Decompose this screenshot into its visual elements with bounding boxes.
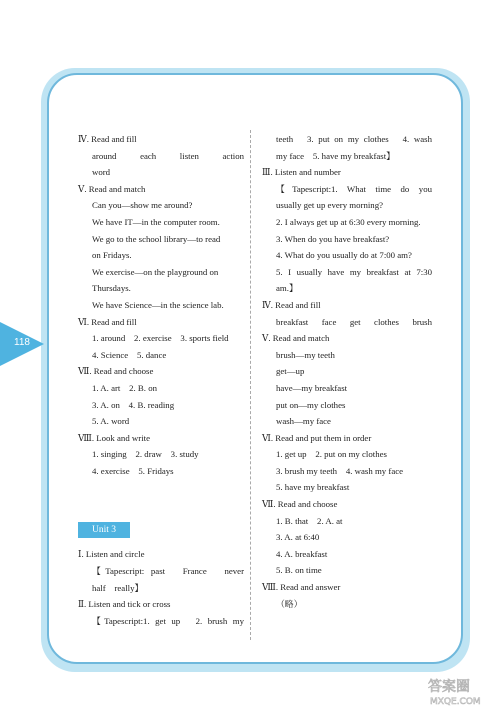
answer-line: 【Tapescript:1. get up 2. brush my	[92, 615, 244, 626]
answer-line: Can you—show me around?	[92, 200, 193, 211]
answer-line: We have IT—in the computer room.	[92, 216, 220, 227]
answer-line: Ⅳ. Read and fill	[262, 299, 321, 310]
answer-line: around each listen action	[92, 150, 244, 161]
answer-line: Ⅲ. Listen and number	[262, 167, 341, 178]
answer-line: 4. A. breakfast	[276, 548, 328, 559]
answer-line: 3. When do you have breakfast?	[276, 233, 390, 244]
answer-line: brush—my teeth	[276, 349, 335, 360]
watermark-logo	[424, 675, 496, 707]
answer-line: 5. I usually have my breakfast at 7:30	[276, 266, 432, 277]
answer-line: 2. I always get up at 6:30 every morning.	[276, 216, 421, 227]
page-number: 118	[14, 337, 30, 348]
answer-line: wash—my face	[276, 416, 331, 427]
answer-line: 3. A. on 4. B. reading	[92, 399, 175, 410]
column-divider	[250, 130, 251, 640]
answer-line: Ⅷ. Read and answer	[262, 582, 341, 593]
answer-line: 1. get up 2. put on my clothes	[276, 449, 387, 460]
answer-line: 1. A. art 2. B. on	[92, 382, 157, 393]
section-gap	[78, 479, 244, 520]
watermark-text: 答案圈	[428, 679, 470, 695]
answer-line: 1. B. that 2. A. at	[276, 515, 343, 526]
answer-line: Ⅶ. Read and choose	[78, 366, 154, 377]
answer-line: breakfast face get clothes brush	[276, 316, 432, 327]
left-answer-lines	[78, 131, 244, 479]
answer-line: （略）	[276, 598, 303, 609]
answer-line: 5. A. word	[92, 416, 130, 427]
answer-line: 【Tapescript:1. What time do you	[276, 183, 432, 194]
answer-line: Thursdays.	[92, 283, 131, 294]
right-answer-lines	[262, 131, 432, 612]
watermark-url: MXQE.COM	[430, 697, 481, 707]
answer-line: my face 5. have my breakfast】	[276, 150, 395, 161]
answer-line: 5. B. on time	[276, 565, 322, 576]
answer-line: 3. brush my teeth 4. wash my face	[276, 465, 404, 476]
answer-line: 3. A. at 6:40	[276, 532, 320, 543]
answer-line: Ⅶ. Read and choose	[262, 499, 338, 510]
answer-line: teeth 3. put on my clothes 4. wash	[276, 134, 432, 144]
answer-line: have—my breakfast	[276, 382, 348, 393]
answer-line: We go to the school library—to read	[92, 233, 221, 244]
answer-line: put on—my clothes	[276, 399, 346, 410]
answer-line: 1. singing 2. draw 3. study	[92, 449, 199, 460]
answer-line: 4. exercise 5. Fridays	[92, 465, 174, 476]
unit-3-answer-lines	[78, 546, 244, 629]
answer-line: Ⅵ. Read and fill	[78, 316, 137, 327]
answer-line: am.】	[276, 283, 298, 294]
answer-line: get—up	[276, 366, 305, 377]
answer-line: Ⅴ. Read and match	[78, 183, 146, 194]
answer-line: usually get up every morning?	[276, 200, 384, 211]
answer-line: Ⅳ. Read and fill	[78, 134, 137, 144]
answer-line: Ⅵ. Read and put them in order	[262, 432, 372, 443]
answer-line: Ⅴ. Read and match	[262, 333, 330, 344]
answer-line: 【Tapescript: past France never	[92, 566, 244, 577]
unit-3-badge: Unit 3	[78, 522, 130, 538]
answer-line: Ⅰ. Listen and circle	[78, 549, 145, 560]
answer-line: 5. have my breakfast	[276, 482, 350, 493]
right-column	[262, 131, 432, 612]
left-column	[78, 131, 244, 629]
answer-line: on Fridays.	[92, 250, 132, 261]
answer-line: word	[92, 167, 111, 178]
answer-line: half really】	[92, 582, 144, 593]
unit-header	[78, 520, 244, 540]
answer-line: We have Science—in the science lab.	[92, 299, 224, 310]
answer-line: Ⅱ. Listen and tick or cross	[78, 599, 171, 610]
answer-line: 4. What do you usually do at 7:00 am?	[276, 250, 412, 261]
answer-line: 4. Science 5. dance	[92, 349, 167, 360]
answer-line: 1. around 2. exercise 3. sports field	[92, 333, 229, 344]
answer-line: Ⅷ. Look and write	[78, 432, 150, 443]
answer-line: We exercise—on the playground on	[92, 266, 219, 277]
